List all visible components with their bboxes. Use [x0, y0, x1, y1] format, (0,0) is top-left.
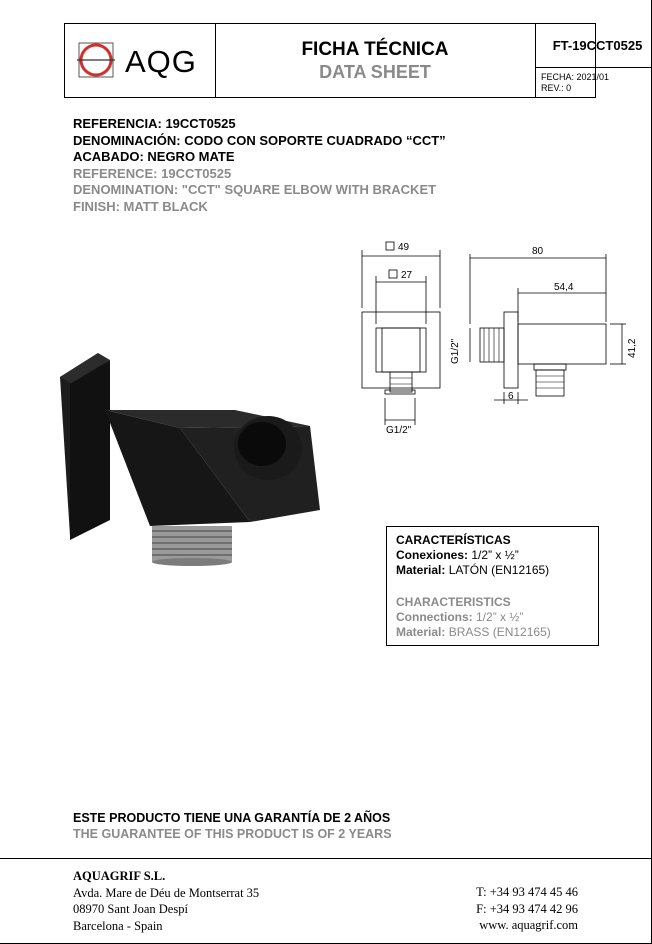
header-table — [64, 23, 643, 98]
denomination-es: DENOMINACIÓN: CODO CON SOPORTE CUADRADO “CCT” — [73, 132, 446, 148]
material-value-es: LATÓN (EN12165) — [445, 563, 550, 577]
address-line-3: Barcelona - Spain — [73, 918, 163, 933]
characteristics-box — [386, 526, 599, 646]
logo-text: AQG — [125, 44, 197, 79]
connections-label-en: Connections: — [396, 610, 473, 624]
logo-cell — [65, 24, 216, 97]
title-es: FICHA TÉCNICA — [301, 39, 449, 60]
finish-es: ACABADO: NEGRO MATE — [73, 149, 235, 164]
reference-cell — [535, 24, 652, 97]
denomination-en: DENOMINATION: "CCT" SQUARE ELBOW WITH BRACKET — [73, 182, 437, 197]
material-es — [396, 563, 598, 578]
dim-inner-square: 27 — [401, 270, 413, 281]
connections-en — [396, 610, 598, 625]
website-link[interactable]: www. aquagrif.com — [479, 918, 578, 932]
company-address — [73, 868, 259, 934]
guarantee-notice — [73, 810, 392, 842]
dim-thread-side: G1/2" — [450, 338, 461, 364]
reference-es: REFERENCIA: 19CCT0525 — [73, 116, 236, 131]
guarantee-es: ESTE PRODUCTO TIENE UNA GARANTÍA DE 2 AÑOS — [73, 811, 391, 825]
guarantee-en: THE GUARANTEE OF THIS PRODUCT IS OF 2 YEARS — [73, 827, 392, 841]
connections-label-es: Conexiones: — [396, 548, 469, 562]
document-revision: REV.: 0 — [541, 83, 572, 93]
reference-en: REFERENCE: 19CCT0525 — [73, 165, 232, 181]
logo-icon — [77, 41, 115, 79]
material-label-en: Material: — [396, 625, 446, 639]
connections-es — [396, 548, 598, 563]
company-name: AQUAGRIF S.L. — [73, 869, 166, 883]
dim-total-length: 80 — [532, 246, 544, 257]
dim-outer-square: 49 — [398, 242, 410, 253]
dim-partial-length: 54,4 — [554, 282, 574, 293]
material-en — [396, 625, 598, 640]
characteristics-title-es: CARACTERÍSTICAS — [396, 533, 511, 547]
document-code: FT-19CCT0525 — [535, 24, 652, 68]
dim-thread-bottom: G1/2" — [386, 425, 412, 436]
document-date-rev — [541, 72, 609, 94]
characteristics-title-en: CHARACTERISTICS — [396, 595, 511, 609]
material-value-en: BRASS (EN12165) — [445, 625, 551, 639]
address-line-2: 08970 Sant Joan Despí — [73, 902, 188, 916]
address-line-1: Avda. Mare de Déu de Montserrat 35 — [73, 885, 260, 900]
connections-value-en: 1/2” x ½” — [472, 610, 524, 624]
footer-divider — [0, 858, 651, 859]
product-image — [50, 340, 340, 580]
title-en: DATA SHEET — [319, 62, 431, 82]
company-contact — [470, 884, 578, 934]
product-info — [73, 116, 446, 215]
material-label-es: Material: — [396, 563, 446, 577]
dim-thickness: 6 — [508, 391, 514, 402]
title-cell — [215, 24, 536, 97]
document-date: FECHA: 2021/01 — [541, 72, 610, 82]
dim-height: 41,2 — [627, 338, 638, 358]
finish-en: FINISH: MATT BLACK — [73, 198, 208, 214]
fax-number: F: +34 93 474 42 96 — [476, 901, 578, 916]
technical-drawing — [340, 240, 640, 440]
phone-number: T: +34 93 474 45 46 — [476, 885, 578, 899]
connections-value-es: 1/2” x ½” — [468, 548, 519, 562]
